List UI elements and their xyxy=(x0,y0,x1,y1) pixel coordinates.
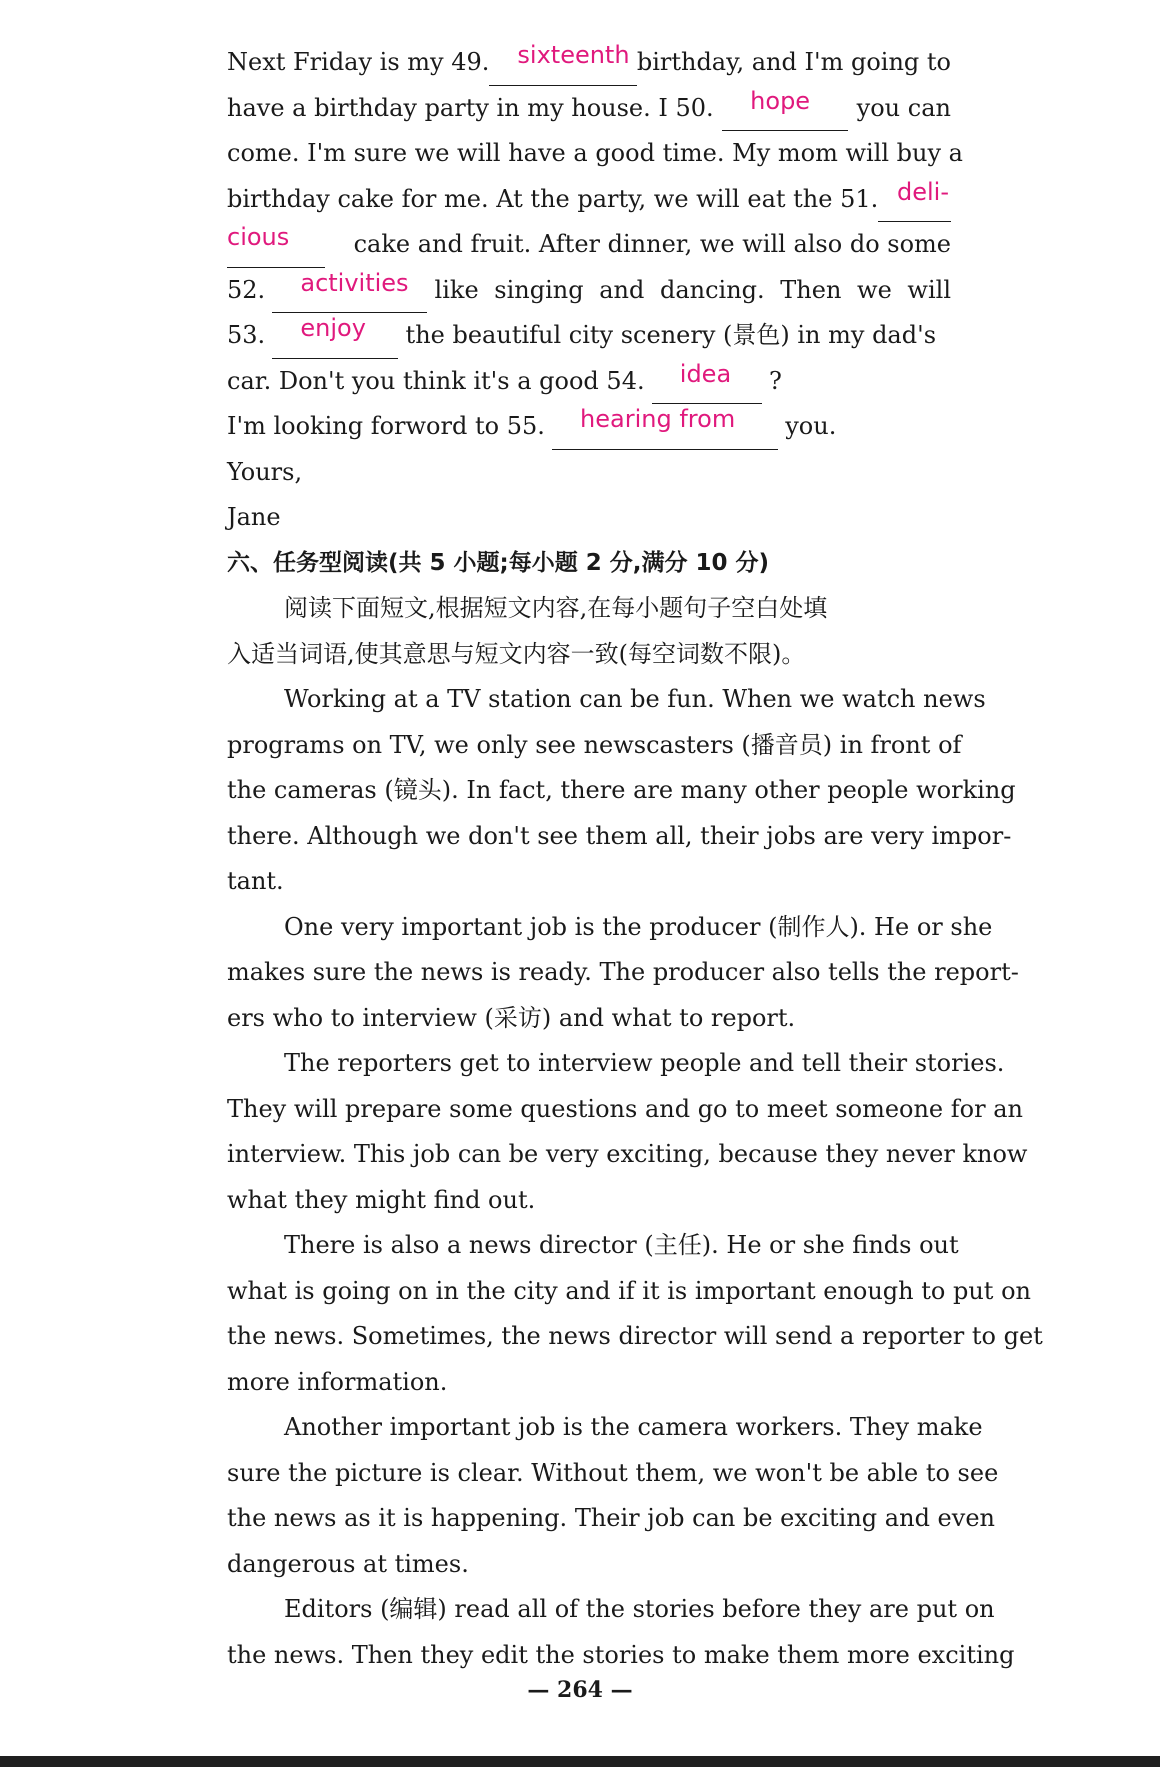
passage-line: what is going on in the city and if it is important enough to put on xyxy=(227,1276,1031,1305)
passage-line: Another important job is the camera workers. They make xyxy=(284,1413,983,1441)
letter-body xyxy=(227,40,963,541)
letter-closing: Yours, xyxy=(227,457,303,486)
passage-line: sure the picture is clear. Without them, we won't be able to see xyxy=(227,1458,999,1487)
passage xyxy=(227,677,1043,1678)
document-page xyxy=(227,40,1043,1678)
letter-line: car. Don't you think it's a good 54. idea ? xyxy=(227,359,951,405)
paragraph xyxy=(227,677,1016,905)
answer-blank-51-continued[interactable]: cious xyxy=(227,222,325,268)
section-heading: 六、任务型阅读(共 5 小题;每小题 2 分,满分 10 分) xyxy=(227,549,770,576)
answer-blank-49[interactable]: sixteenth xyxy=(489,40,636,86)
letter-signature: Jane xyxy=(227,503,281,531)
letter-line: Next Friday is my 49. sixteenth birthday, and I'm going to xyxy=(227,40,951,86)
passage-line: makes sure the news is ready. The producer also tells the report- xyxy=(227,958,1019,986)
answer-blank-50[interactable]: hope xyxy=(722,86,848,132)
passage-line: the cameras (镜头). In fact, there are many other people working xyxy=(227,776,1016,804)
paragraph xyxy=(227,1223,1043,1405)
answer-blank-54[interactable]: idea xyxy=(652,359,762,405)
passage-line: tant. xyxy=(227,867,284,895)
passage-line: the news as it is happening. Their job can be exciting and even xyxy=(227,1504,995,1532)
paragraph xyxy=(227,1041,1028,1223)
passage-line: the news. Then they edit the stories to make them more exciting xyxy=(227,1640,1015,1669)
paragraph xyxy=(227,1405,999,1587)
answer-blank-51[interactable]: deli- xyxy=(878,177,951,223)
passage-line: more information. xyxy=(227,1367,448,1396)
bottom-edge-bar xyxy=(0,1756,1160,1767)
passage-line: The reporters get to interview people and tell their stories. xyxy=(284,1049,1005,1077)
passage-line: One very important job is the producer (制作人). He or she xyxy=(284,912,993,941)
passage-line: Editors (编辑) read all of the stories before they are put on xyxy=(284,1595,995,1623)
passage-line: dangerous at times. xyxy=(227,1549,469,1578)
passage-line: They will prepare some questions and go to meet someone for an xyxy=(227,1094,1023,1123)
answer-blank-52[interactable]: activities xyxy=(272,268,427,314)
letter-line: birthday cake for me. At the party, we will eat the 51. deli- xyxy=(227,177,951,223)
passage-line: interview. This job can be very exciting, because they never know xyxy=(227,1140,1028,1168)
letter-line: cious cake and fruit. After dinner, we will also do some xyxy=(227,222,951,268)
passage-line: the news. Sometimes, the news director will send a reporter to get xyxy=(227,1322,1043,1350)
page-number: — 264 — xyxy=(527,1677,633,1703)
passage-line: There is also a news director (主任). He or she finds out xyxy=(284,1231,959,1259)
letter-line: come. I'm sure we will have a good time. My mom will buy a xyxy=(227,139,963,167)
instruction-line: 入适当词语,使其意思与短文内容一致(每空词数不限)。 xyxy=(227,639,806,668)
letter-line: 52. activities like singing and dancing. Then we will xyxy=(227,268,951,314)
letter-line: have a birthday party in my house. I 50. hope you can xyxy=(227,86,951,132)
passage-line: there. Although we don't see them all, their jobs are very impor- xyxy=(227,821,1012,850)
instruction-line: 阅读下面短文,根据短文内容,在每小题句子空白处填 xyxy=(284,594,828,622)
passage-line: ers who to interview (采访) and what to report. xyxy=(227,1003,796,1032)
passage-line: programs on TV, we only see newscasters (播音员) in front of xyxy=(227,730,962,759)
letter-line: 53. enjoy the beautiful city scenery (景色) in my dad's xyxy=(227,313,951,359)
passage-line: what they might find out. xyxy=(227,1185,536,1214)
passage-line: Working at a TV station can be fun. When we watch news xyxy=(284,685,986,713)
answer-blank-55[interactable]: hearing from xyxy=(552,404,778,450)
paragraph xyxy=(227,905,1019,1042)
paragraph xyxy=(227,1587,1015,1678)
answer-blank-53[interactable]: enjoy xyxy=(272,313,398,359)
letter-line: I'm looking forword to 55. hearing from you. xyxy=(227,404,951,450)
